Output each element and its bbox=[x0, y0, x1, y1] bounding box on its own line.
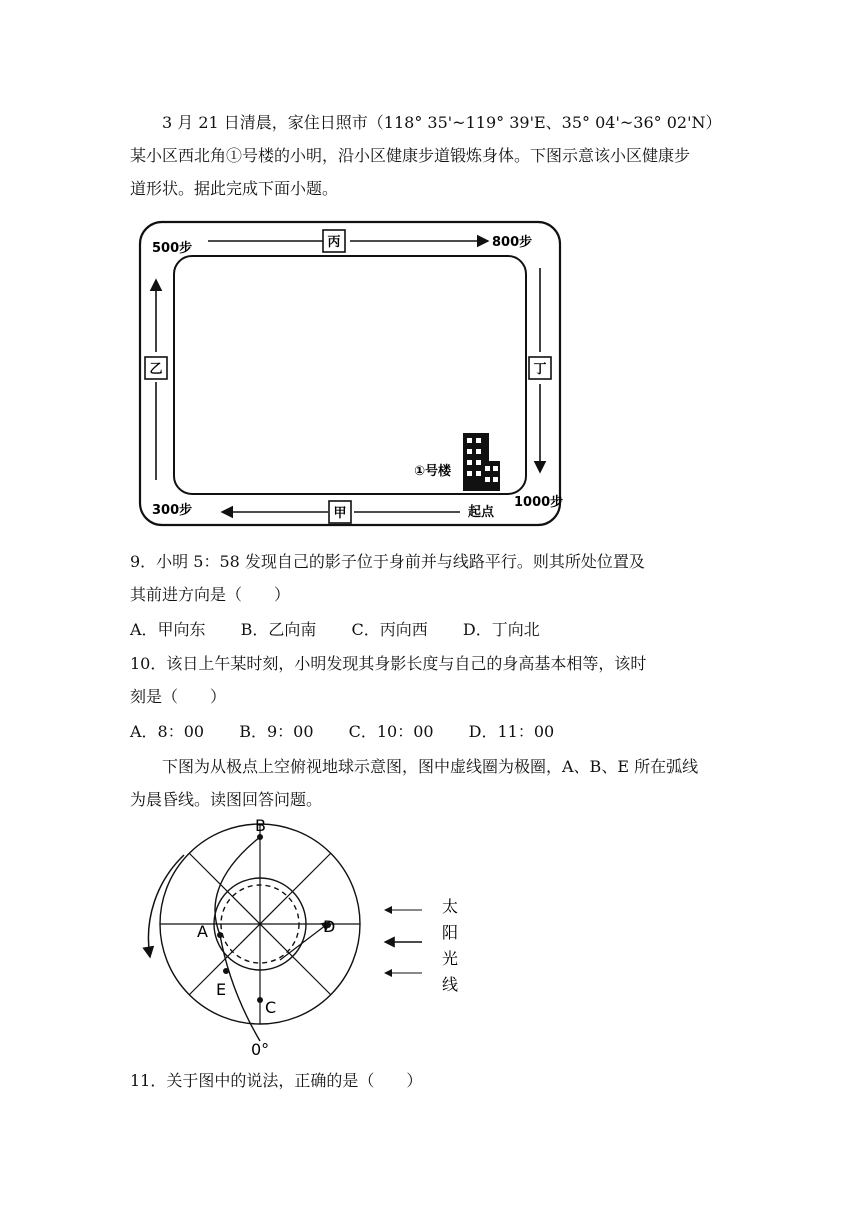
sunlight-char-2: 阳 bbox=[442, 923, 459, 942]
corner-nw-label: 500步 bbox=[152, 241, 193, 256]
q10-line2: 刻是（ ） bbox=[130, 687, 227, 706]
segment-label-jia: 甲 bbox=[333, 506, 347, 521]
sunlight-char-4: 线 bbox=[442, 975, 459, 994]
intro1-line1: 3 月 21 日清晨，家住日照市（118° 35'~119° 39'E、35° 04'~36° 02'N） bbox=[162, 113, 722, 132]
point-C bbox=[257, 997, 263, 1003]
q10-option-c[interactable]: C．10：00 bbox=[348, 722, 434, 741]
corner-ne-label: 800步 bbox=[492, 235, 533, 250]
track-diagram bbox=[136, 218, 566, 533]
start-label: 起点 bbox=[468, 505, 495, 520]
point-A bbox=[217, 932, 223, 938]
q9-line1: 9．小明 5：58 发现自己的影子位于身前并与线路平行。则其所处位置及 bbox=[130, 552, 645, 571]
q10-option-d[interactable]: D．11：00 bbox=[468, 722, 555, 741]
q9-option-b[interactable]: B．乙向南 bbox=[240, 620, 317, 639]
point-E bbox=[223, 968, 229, 974]
intro1-line2: 某小区西北角①号楼的小明，沿小区健康步道锻炼身体。下图示意该小区健康步 bbox=[130, 146, 691, 165]
q9-options bbox=[130, 617, 570, 640]
q11-line1: 11．关于图中的说法，正确的是（ ） bbox=[130, 1071, 423, 1090]
label-B: B bbox=[255, 816, 266, 835]
q10-option-b[interactable]: B．9：00 bbox=[239, 722, 314, 741]
segment-label-bing: 丙 bbox=[327, 235, 341, 250]
q10-option-a[interactable]: A．8：00 bbox=[130, 722, 205, 741]
q9-line2: 其前进方向是（ ） bbox=[130, 585, 291, 604]
sunlight-char-1: 太 bbox=[442, 897, 459, 916]
rotation-arrow bbox=[148, 855, 184, 957]
label-E: E bbox=[216, 980, 227, 999]
label-zero-meridian: 0° bbox=[251, 1040, 270, 1059]
intro1-line3: 道形状。据此完成下面小题。 bbox=[130, 179, 339, 198]
corner-se-label: 1000步 bbox=[514, 495, 564, 510]
label-A: A bbox=[197, 922, 208, 941]
q9-option-a[interactable]: A．甲向东 bbox=[130, 620, 206, 639]
q9-option-c[interactable]: C．丙向西 bbox=[351, 620, 428, 639]
q10-options bbox=[130, 719, 584, 742]
terminator-line bbox=[215, 837, 260, 1041]
building-label: ①号楼 bbox=[414, 464, 452, 479]
corner-sw-label: 300步 bbox=[152, 503, 193, 518]
sunlight-char-3: 光 bbox=[442, 949, 459, 968]
segment-label-ding: 丁 bbox=[533, 362, 547, 377]
label-C: C bbox=[265, 998, 277, 1017]
intro2-line2: 为晨昏线。读图回答问题。 bbox=[130, 790, 323, 809]
building-icon bbox=[463, 433, 500, 491]
globe-diagram bbox=[130, 815, 470, 1060]
q10-line1: 10．该日上午某时刻，小明发现其身影长度与自己的身高基本相等，该时 bbox=[130, 654, 647, 673]
q9-option-d[interactable]: D．丁向北 bbox=[462, 620, 540, 639]
segment-label-yi: 乙 bbox=[149, 362, 163, 377]
intro2-line1: 下图为从极点上空俯视地球示意图，图中虚线圈为极圈，A、B、E 所在弧线 bbox=[162, 757, 699, 776]
label-D: D bbox=[323, 917, 336, 936]
